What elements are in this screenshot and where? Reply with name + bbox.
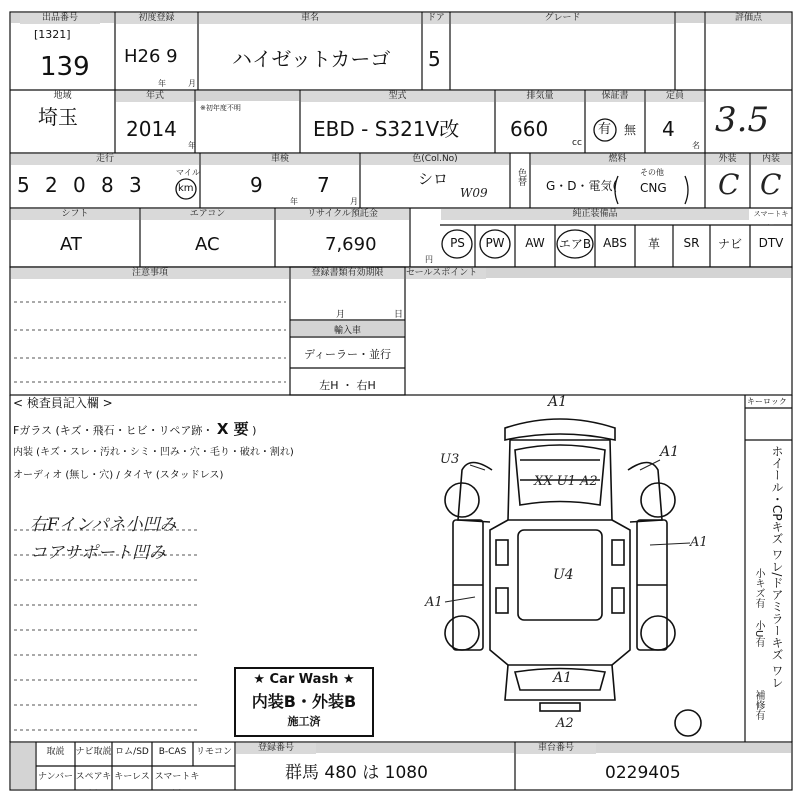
inspection-year: 9 [250,173,263,197]
inspector-handwritten-2: コアサポート凹み [30,543,166,563]
label-reg-number: 登録番号 [236,743,316,754]
car-wash-stamp [234,667,374,737]
label-displacement: 排気量 [496,91,584,102]
label-inspection: 車検 [201,154,359,165]
displacement-unit: cc [572,138,582,148]
exterior-grade: C [718,168,740,201]
label-caution: 注意事項 [11,268,289,279]
mileage-digit: 0 [73,173,86,197]
inspector-handwritten-1: 右Fインパネ小凹み [30,515,177,535]
label-car-name: 車名 [199,13,421,24]
equipment-ps: PS [450,236,465,250]
label-import: 輸入車 [333,326,361,336]
fuel-other: CNG [640,181,667,195]
checkbox-label: キーレス [114,772,150,782]
mileage-digit: 8 [101,173,114,197]
label-warranty: 保証書 [586,91,644,102]
seats-unit: 名 [692,141,700,150]
doors: 5 [428,47,441,71]
label-sales-point: セールスポイント [406,268,486,279]
expiry-day: 日 [394,310,404,320]
checkbox-label: リモコン [195,747,232,757]
label-chassis: 車台番号 [516,743,596,754]
mark-windshield: XX U1 A2 [534,474,598,489]
label-lot: 出品番号 [20,13,100,24]
mileage-digit: 2 [45,173,58,197]
label-seats: 定員 [646,91,704,102]
label-model: 型式 [301,91,494,102]
interior-grade: C [760,168,782,201]
lot-number: 139 [40,52,90,82]
mark-rear-bottom: A2 [556,716,574,731]
checkbox-label: スペアキー [75,772,112,796]
side-vertical-sub3: 補修有 [753,690,764,720]
mileage-digit: 5 [17,173,30,197]
shift: AT [60,234,82,255]
inspection-month-unit: 月 [350,197,358,206]
equipment-pw: PW [485,236,505,250]
fuel-options: G・D・電気( [546,179,618,193]
steering-side: 左H ・ 右H [319,379,376,392]
first-reg-year-unit: 年 [158,79,166,88]
label-first-reg: 初度登録 [116,13,197,24]
car-wash-done: 施工済 [287,715,321,728]
color-code: W09 [460,186,488,200]
model-code: EBD - S321V改 [313,117,460,141]
equipment-abs: ABS [603,236,627,250]
mileage-mile-label: マイル [176,168,200,177]
first-reg: H26 9 [124,46,178,67]
equipment-airbag: エアB [558,236,592,251]
label-fuel: 燃料 [531,154,704,165]
checkbox-label: スマートキー [154,772,200,796]
inspector-title: < 検査員記入欄 > [13,396,113,410]
label-doors: ドア [423,13,449,24]
mark-front: A1 [548,394,568,410]
label-aircon: エアコン [141,209,274,220]
model-year: 2014 [126,117,177,141]
inspection-year-unit: 年 [290,197,298,206]
color-change-label: 色替 [516,168,526,186]
label-shift: シフト [11,209,139,220]
expiry-month: 月 [336,310,346,320]
year-note: ※初年度不明 [200,104,241,112]
model-year-unit: 年 [188,141,196,150]
label-interior: 内装 [751,154,791,165]
checkbox-label: ナンバー [38,772,73,782]
mark-front-right: A1 [660,444,680,460]
mileage-km-label: km [178,183,194,194]
mark-roof: U4 [553,567,574,583]
aircon: AC [195,234,220,255]
label-equipment: 純正装備品 [441,209,749,220]
label-points: 評価点 [706,13,791,24]
seats: 4 [662,117,675,141]
mark-front-left: U3 [440,452,460,467]
inspection-month: 7 [317,173,330,197]
car-name: ハイゼットカーゴ [232,47,391,71]
label-exterior: 外装 [706,154,749,165]
equipment-sunroof: SR [683,236,700,250]
label-color: 色(Col.No) [361,154,509,165]
score-handwritten: 3.5 [715,100,770,140]
mark-rear: A1 [553,670,573,686]
car-wash-title: ★ Car Wash ★ [253,672,355,687]
lot-sub: [1321] [34,28,71,41]
label-smart-key: スマートキー [753,210,789,229]
inspector-line1-text: Fガラス (キズ・飛石・ヒビ・リペア跡・ [13,424,214,437]
displacement: 660 [510,117,549,141]
side-vertical-sub1: 小キズ有 [753,568,764,608]
mark-right-door: A1 [690,535,708,550]
checkbox-label: 取説 [46,747,65,757]
inspector-line1-end: ) [252,424,257,437]
label-region: 地域 [53,91,72,101]
equipment-dtv: DTV [758,236,784,250]
region: 埼玉 [38,105,78,129]
label-recycle: リサイクル預託金 [276,209,409,220]
keylock-label: キーロック [747,397,787,406]
fuel-other-label: その他 [640,168,664,177]
equipment-aw: AW [525,236,545,250]
inspector-line1 [13,418,256,439]
label-grade: グレード [451,13,674,24]
label-year: 年式 [116,91,194,102]
mark-left-rear: A1 [425,595,443,610]
warranty-yes: 有 [598,122,612,137]
warranty-no: 無 [624,123,637,137]
label-mileage: 走行 [11,154,199,165]
recycle-unit: 円 [425,255,433,264]
side-vertical-sub2: 小U有 [753,620,764,648]
checkbox-label: ナビ取説 [75,747,112,757]
checkbox-label: B-CAS [158,747,187,757]
label-reg-expiry: 登録書類有効期限 [291,268,404,279]
car-wash-grades: 内装B・外装B [251,692,357,711]
inspector-line1-mark: X 要 [216,420,249,438]
side-vertical-main: ホイール・CPキズ ワレ/ドアミラーキズ ワレ [770,445,784,689]
inspector-line2: 内装 (キズ・スレ・汚れ・シミ・凹み・穴・毛り・破れ・割れ) [13,447,294,458]
checkbox-label: ロム/SD [115,747,149,757]
reg-number: 群馬 480 は 1080 [285,763,428,783]
inspector-line3: オーディオ (無し・穴) / タイヤ (スタッドレス) [13,470,224,481]
mileage-digit: 3 [129,173,142,197]
import-type: ディーラー・並行 [303,348,392,361]
color-name: シロ [418,170,449,188]
equipment-leather: 革 [647,236,660,251]
first-reg-month-unit: 月 [188,79,196,88]
chassis-number: 0229405 [605,763,681,783]
recycle-fee: 7,690 [325,234,377,255]
equipment-navi: ナビ [717,236,742,251]
